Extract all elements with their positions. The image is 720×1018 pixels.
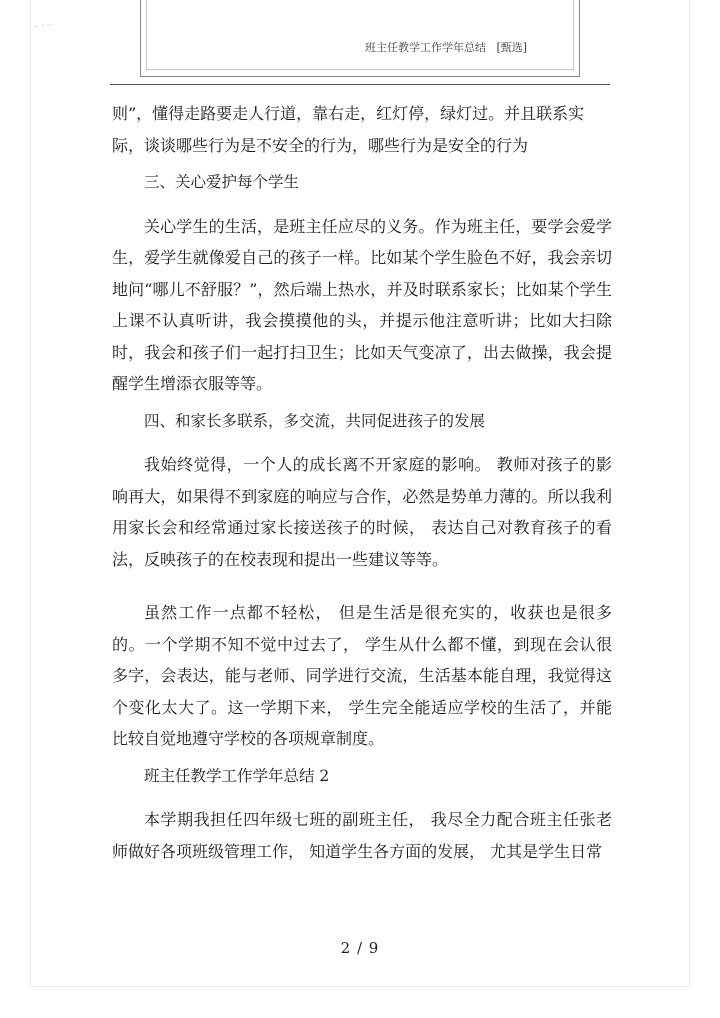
page-number: 2 / 9 xyxy=(340,939,380,957)
paragraph-care-for-students: 关心学生的生活，是班主任应尽的义务。作为班主任，要学会爱学生，爱学生就像爱自己的孩子一样。比如某个学生脸色不好，我会亲切地问“哪儿不舒服？”，然后端上热水，并及时联系家长；比如某个学生上课不认真听讲，我会摸摸他的头，并提示他注意听讲；比如大扫除时，我会和孩子们一起打扫卫生；比如天气变凉了，出去做操，我会提醒学生增添衣服等等。 xyxy=(112,216,612,393)
paragraph-continued-line-1: 则”，懂得走路要走人行道，靠右走，红灯停，绿灯过。并且联系实 xyxy=(112,104,585,123)
header-box-inner xyxy=(146,0,574,70)
paragraph-parent-contact: 我始终觉得，一个人的成长离不开家庭的影响。 教师对孩子的影响再大，如果得不到家庭的响应与合作，必然是势单力薄的。所以我利用家长会和经常通过家长接送孩子的时候， 表达自己对教育孩子的看法，反映孩子的在校表现和提出一些建议等等。 xyxy=(112,455,612,569)
paragraph-summary: 虽然工作一点都不轻松， 但是生活是很充实的，收获也是很多的。一个学期不知不觉中过去了， 学生从什么都不懂，到现在会认很多字，会表达，能与老师、同学进行交流，生活基本能自理，我觉得这个变化太大了。这一学期下来， 学生完全能适应学校的生活了，并能比较自觉地遵守学校的各项规章制度。 xyxy=(112,603,612,748)
running-header-title: 班主任教学工作学年总结 xyxy=(365,41,486,54)
paragraph-second-doc-intro: 本学期我担任四年级七班的副班主任， 我尽全力配合班主任张老师做好各项班级管理工作， 知道学生各方面的发展， 尤其是学生日常 xyxy=(112,810,612,861)
document-body xyxy=(112,98,612,867)
section-heading-3: 三、关心爱护每个学生 xyxy=(144,173,300,191)
document-title-2: 班主任教学工作学年总结 2 xyxy=(144,766,330,785)
header-rule xyxy=(110,84,610,85)
running-header xyxy=(365,39,527,55)
paragraph-continued-line-2: 际，谈谈哪些行为是不安全的行为，哪些行为是安全的行为 xyxy=(112,135,529,155)
section-heading-4: 四、和家长多联系，多交流，共同促进孩子的发展 xyxy=(144,411,486,430)
corner-mark: _ . . xyxy=(33,18,53,27)
running-header-tag: [甄选] xyxy=(496,41,528,54)
